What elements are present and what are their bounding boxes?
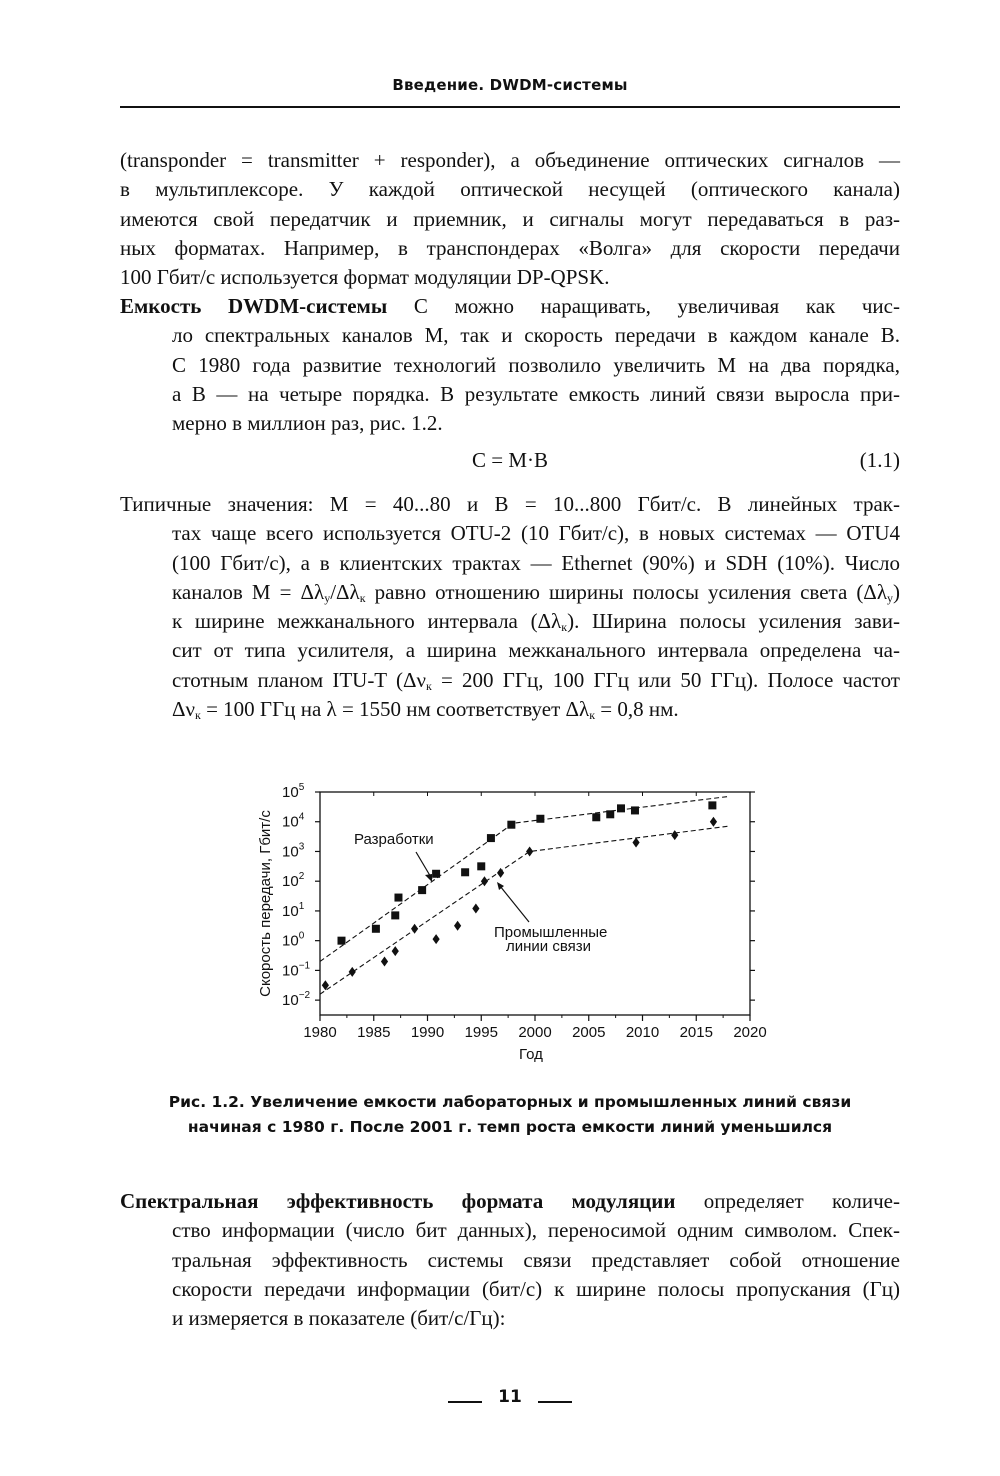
data-point-diamond xyxy=(472,904,479,914)
x-tick-label: 2000 xyxy=(518,1024,552,1041)
text-line: Типичные значения: М = 40...80 и В = 10...800 Гбит/с. В линейных трак- xyxy=(120,492,900,516)
formula-1-1 xyxy=(120,448,900,478)
x-tick-label: 1995 xyxy=(464,1024,498,1041)
text-line: ло спектральных каналов М, так и скорость передачи в каждом канале В. xyxy=(172,323,900,348)
formula-number: (1.1) xyxy=(859,448,900,472)
text-line: сит от типа усилителя, а ширина межканального интервала определена ча- xyxy=(172,638,900,663)
trend-line xyxy=(320,826,729,994)
y-tick-label: $10^0$ xyxy=(282,930,305,950)
data-point-diamond xyxy=(381,956,388,966)
text-line: тах чаще всего используется OTU-2 (10 Гбит/с), в новых системах — OTU4 xyxy=(172,521,900,546)
y-tick-label: $10^{-2}$ xyxy=(282,990,311,1010)
text-line: ных форматах. Например, в транспондерах «Волга» для скорости передачи xyxy=(120,235,900,260)
data-point-square xyxy=(487,834,495,842)
data-point-diamond xyxy=(433,934,440,944)
term-spectral-efficiency: Спектральная эффективность формата модуляции xyxy=(120,1189,676,1213)
data-point-square xyxy=(631,806,639,814)
x-tick-label: 2010 xyxy=(625,1024,660,1041)
paragraph-capacity xyxy=(120,292,900,438)
data-point-diamond xyxy=(710,817,717,827)
text-line: Спектральная эффективность формата модуляции определяет количе- xyxy=(120,1189,900,1213)
x-tick-label: 2020 xyxy=(733,1024,767,1041)
text-line: к ширине межканального интервала $(\Delta\lambda_к)$. Ширина полосы усиления зави- xyxy=(172,609,900,635)
data-point-square xyxy=(477,862,485,870)
text-line: ство информации (число бит данных), переносимой одним символом. Спек- xyxy=(172,1218,900,1243)
data-point-square xyxy=(391,911,399,919)
y-tick-label: $10^2$ xyxy=(282,871,305,891)
figure-caption xyxy=(120,1090,900,1140)
annotation-label: линии связи xyxy=(506,938,592,955)
text-line: С 1980 года развитие технологий позволило увеличить М на два порядка, xyxy=(172,352,900,377)
text-line: имеются свой передатчик и приемник, и сигналы могут передаваться в раз- xyxy=(120,206,900,231)
paragraph-typical-values xyxy=(120,490,900,724)
annotation-label: Промышленные xyxy=(494,924,608,941)
data-point-square xyxy=(536,815,544,823)
plot-frame xyxy=(320,792,750,1015)
caption-line: начиная с 1980 г. После 2001 г. темп роста емкости линий уменьшился xyxy=(187,1118,833,1136)
formula-expression: C = M·B xyxy=(471,448,549,472)
text-line: мерно в миллион раз, рис. 1.2. xyxy=(172,411,443,436)
y-tick-label: $10^3$ xyxy=(282,841,305,861)
paragraph-transponder xyxy=(120,146,900,292)
annotation-label: Разработки xyxy=(354,831,434,848)
data-point-square xyxy=(617,804,625,812)
chart-svg xyxy=(244,780,784,1080)
text-line: и измеряется в показателе (бит/с/Гц): xyxy=(172,1306,506,1331)
footer-dash xyxy=(538,1401,572,1403)
x-tick-label: 2005 xyxy=(572,1024,606,1041)
data-point-diamond xyxy=(671,830,678,840)
data-point-square xyxy=(432,870,440,878)
text-line: (transponder = transmitter + responder), а объединение оптических сигналов — xyxy=(120,148,900,172)
x-tick-label: 1985 xyxy=(357,1024,391,1041)
text-line: 100 Гбит/с используется формат модуляции DP-QPSK. xyxy=(120,265,610,290)
data-point-diamond xyxy=(392,946,399,956)
running-head: Введение. DWDM-системы xyxy=(392,76,628,94)
data-point-square xyxy=(507,821,515,829)
y-axis-title: Скорость передачи, Гбит/с xyxy=(257,810,274,997)
annotation-arrow xyxy=(500,886,529,922)
text-line: в мультиплексоре. У каждой оптической несущей (оптического канала) xyxy=(120,177,900,202)
data-point-diamond xyxy=(411,924,418,934)
data-point-square xyxy=(606,810,614,818)
data-point-square xyxy=(708,801,716,809)
text-line: (100 Гбит/с), а в клиентских трактах — Ethernet (90%) и SDH (10%). Число xyxy=(172,550,900,575)
text-line: каналов $М = \Delta\lambda_у/\Delta\lambda_к$ равно отношению ширины полосы усиления света $(\Delta\lambda_у)$ xyxy=(172,579,900,605)
arrow-head xyxy=(425,874,432,882)
data-point-square xyxy=(592,813,600,821)
text-line: тральная эффективность системы связи представляет собой отношение xyxy=(172,1247,900,1272)
text-line: стотным планом ITU-T ($\Delta\nu_к = 200$ ГГц, 100 ГГц или 50 ГГц). Полосе частот xyxy=(172,667,900,693)
y-tick-label: $10^4$ xyxy=(282,811,305,831)
term-dwdm-capacity: Емкость DWDM-системы xyxy=(120,294,388,318)
x-tick-label: 1980 xyxy=(303,1024,337,1041)
header-rule xyxy=(120,106,900,108)
data-point-diamond xyxy=(497,868,504,878)
y-tick-label: $10^1$ xyxy=(282,900,305,920)
data-point-square xyxy=(394,894,402,902)
y-tick-label: $10^{-1}$ xyxy=(282,960,311,980)
caption-line: Рис. 1.2. Увеличение емкости лабораторных и промышленных линий связи xyxy=(168,1093,852,1111)
x-axis-title: Год xyxy=(519,1046,543,1063)
data-point-diamond xyxy=(481,876,488,886)
data-point-diamond xyxy=(632,838,639,848)
x-tick-label: 2015 xyxy=(679,1024,713,1041)
y-tick-label: $10^5$ xyxy=(282,782,305,801)
data-point-square xyxy=(418,886,426,894)
text-line: а В — на четыре порядка. В результате емкость линий связи выросла при- xyxy=(172,381,900,406)
data-point-diamond xyxy=(526,846,533,856)
page-footer xyxy=(440,1387,580,1417)
x-tick-label: 1990 xyxy=(410,1024,445,1041)
data-point-diamond xyxy=(454,921,461,931)
data-point-diamond xyxy=(349,967,356,977)
data-point-square xyxy=(372,925,380,933)
paragraph-spectral-efficiency xyxy=(120,1187,900,1333)
data-point-square xyxy=(338,937,346,945)
page-number: 11 xyxy=(498,1387,522,1407)
text-line: скорости передачи информации (бит/с) к ширине полосы пропускания (Гц) xyxy=(172,1276,900,1301)
data-point-square xyxy=(461,868,469,876)
text-line: Емкость DWDM-системы С можно наращивать, увеличивая как чис- xyxy=(120,294,900,318)
text-line: $\Delta\nu_к = 100$ ГГц на λ = 1550 нм соответствует $\Delta\lambda_к = 0,8$ нм. xyxy=(172,697,679,723)
figure-1-2-chart xyxy=(244,780,784,1080)
